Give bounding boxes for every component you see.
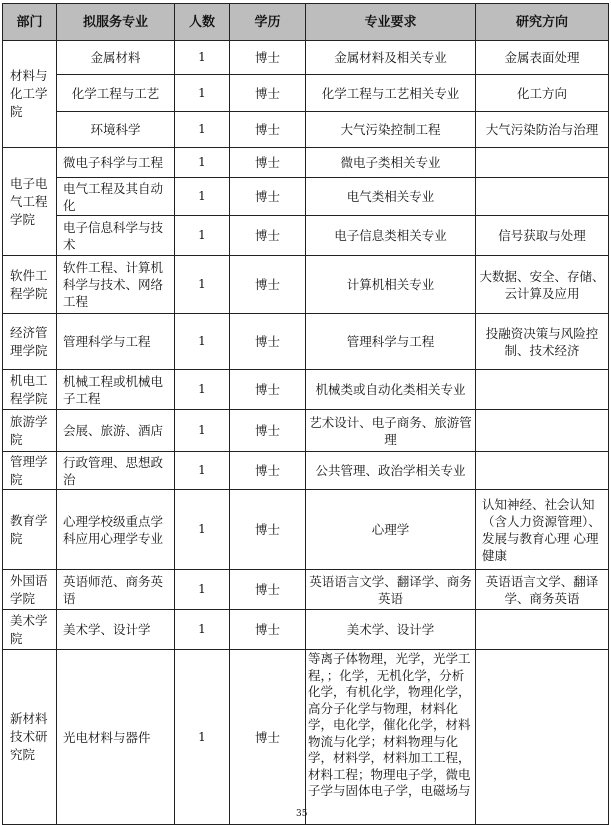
major-cell: 电子信息科学与技术 (57, 216, 175, 256)
table-row (3, 256, 609, 314)
direction-cell (476, 650, 609, 825)
direction-cell (476, 148, 609, 178)
department-cell: 旅游学院 (3, 410, 57, 452)
requirement-cell: 电气类相关专业 (306, 178, 476, 216)
table-row (3, 112, 609, 148)
degree-cell: 博士 (230, 216, 306, 256)
count-cell: 1 (175, 570, 230, 610)
header-degree: 学历 (230, 4, 306, 41)
requirement-cell: 心理学 (306, 490, 476, 570)
major-cell: 心理学校级重点学科应用心理学专业 (57, 490, 175, 570)
degree-cell: 博士 (230, 256, 306, 314)
major-cell: 金属材料 (57, 41, 175, 75)
table-row (3, 41, 609, 75)
direction-cell (476, 178, 609, 216)
table-row (3, 410, 609, 452)
table-row (3, 610, 609, 650)
degree-cell: 博士 (230, 452, 306, 490)
header-count: 人数 (175, 4, 230, 41)
degree-cell: 博士 (230, 112, 306, 148)
page-number: 35 (296, 809, 308, 819)
degree-cell: 博士 (230, 610, 306, 650)
table-row (3, 570, 609, 610)
department-cell: 电子电气工程学院 (3, 148, 57, 256)
degree-cell: 博士 (230, 314, 306, 370)
requirement-cell: 微电子类相关专业 (306, 148, 476, 178)
requirement-cell: 公共管理、政治学相关专业 (306, 452, 476, 490)
department-cell: 软件工程学院 (3, 256, 57, 314)
table-row (3, 452, 609, 490)
direction-cell: 投融资决策与风险控制、技术经济 (476, 314, 609, 370)
header-requirement: 专业要求 (306, 4, 476, 41)
count-cell: 1 (175, 216, 230, 256)
requirement-cell: 大气污染控制工程 (306, 112, 476, 148)
requirement-cell: 美术学、设计学 (306, 610, 476, 650)
department-cell: 新材料技术研究院 (3, 650, 57, 825)
table-row (3, 75, 609, 112)
table-row (3, 370, 609, 410)
table-row (3, 216, 609, 256)
count-cell: 1 (175, 112, 230, 148)
major-cell: 英语师范、商务英语 (57, 570, 175, 610)
count-cell: 1 (175, 490, 230, 570)
department-cell: 经济管理学院 (3, 314, 57, 370)
degree-cell: 博士 (230, 75, 306, 112)
major-cell: 微电子科学与工程 (57, 148, 175, 178)
table-row (3, 148, 609, 178)
degree-cell: 博士 (230, 41, 306, 75)
degree-cell: 博士 (230, 570, 306, 610)
direction-cell: 信号获取与处理 (476, 216, 609, 256)
degree-cell: 博士 (230, 490, 306, 570)
count-cell: 1 (175, 410, 230, 452)
header-row (3, 4, 609, 41)
header-major: 拟服务专业 (57, 4, 175, 41)
direction-cell (476, 610, 609, 650)
count-cell: 1 (175, 314, 230, 370)
count-cell: 1 (175, 178, 230, 216)
count-cell: 1 (175, 41, 230, 75)
degree-cell: 博士 (230, 410, 306, 452)
requirement-cell: 机械类或自动化类相关专业 (306, 370, 476, 410)
header-direction: 研究方向 (476, 4, 609, 41)
department-cell: 美术学院 (3, 610, 57, 650)
requirement-cell: 电子信息类相关专业 (306, 216, 476, 256)
table-row (3, 178, 609, 216)
count-cell: 1 (175, 452, 230, 490)
requirement-cell: 英语语言文学、翻译学、商务英语 (306, 570, 476, 610)
table-row (3, 490, 609, 570)
direction-cell: 金属表面处理 (476, 41, 609, 75)
requirement-cell: 化学工程与工艺相关专业 (306, 75, 476, 112)
count-cell: 1 (175, 370, 230, 410)
table-row (3, 650, 609, 825)
direction-cell (476, 452, 609, 490)
requirement-cell: 管理科学与工程 (306, 314, 476, 370)
table-row (3, 314, 609, 370)
direction-cell: 大数据、安全、存储、云计算及应用 (476, 256, 609, 314)
direction-cell (476, 370, 609, 410)
requirement-cell: 等离子体物理，光学，光学工程，；化学，无机化学，分析化学，有机化学，物理化学，高分子化学与物理，材料化学，电化学，催化化学，材料物流与化学；材料物理与化学，材料学，材料加工工程，材料工程；物理电子学，微电子学与固体电子学，电磁场与 (306, 650, 476, 825)
major-cell: 软件工程、计算机科学与技术、网络工程 (57, 256, 175, 314)
requirement-cell: 艺术设计、电子商务、旅游管理 (306, 410, 476, 452)
degree-cell: 博士 (230, 178, 306, 216)
direction-cell (476, 410, 609, 452)
degree-cell: 博士 (230, 650, 306, 825)
requirement-cell: 金属材料及相关专业 (306, 41, 476, 75)
direction-cell: 英语语言文学、翻译学、商务英语 (476, 570, 609, 610)
degree-cell: 博士 (230, 148, 306, 178)
count-cell: 1 (175, 650, 230, 825)
major-cell: 美术学、设计学 (57, 610, 175, 650)
department-cell: 材料与化工学院 (3, 41, 57, 148)
major-cell: 电气工程及其自动化 (57, 178, 175, 216)
degree-cell: 博士 (230, 370, 306, 410)
count-cell: 1 (175, 148, 230, 178)
count-cell: 1 (175, 75, 230, 112)
major-cell: 光电材料与器件 (57, 650, 175, 825)
direction-cell: 认知神经、社会认知（含人力资源管理）、发展与教育心理 心理健康 (476, 490, 609, 570)
department-cell: 机电工程学院 (3, 370, 57, 410)
direction-cell: 大气污染防治与治理 (476, 112, 609, 148)
department-cell: 外国语学院 (3, 570, 57, 610)
requirement-cell: 计算机相关专业 (306, 256, 476, 314)
count-cell: 1 (175, 610, 230, 650)
department-cell: 管理学院 (3, 452, 57, 490)
department-cell: 教育学院 (3, 490, 57, 570)
major-cell: 环境科学 (57, 112, 175, 148)
recruitment-table (2, 3, 609, 825)
major-cell: 会展、旅游、酒店 (57, 410, 175, 452)
major-cell: 机械工程或机械电子工程 (57, 370, 175, 410)
major-cell: 化学工程与工艺 (57, 75, 175, 112)
header-department: 部门 (3, 4, 57, 41)
major-cell: 管理科学与工程 (57, 314, 175, 370)
count-cell: 1 (175, 256, 230, 314)
major-cell: 行政管理、思想政治 (57, 452, 175, 490)
direction-cell: 化工方向 (476, 75, 609, 112)
